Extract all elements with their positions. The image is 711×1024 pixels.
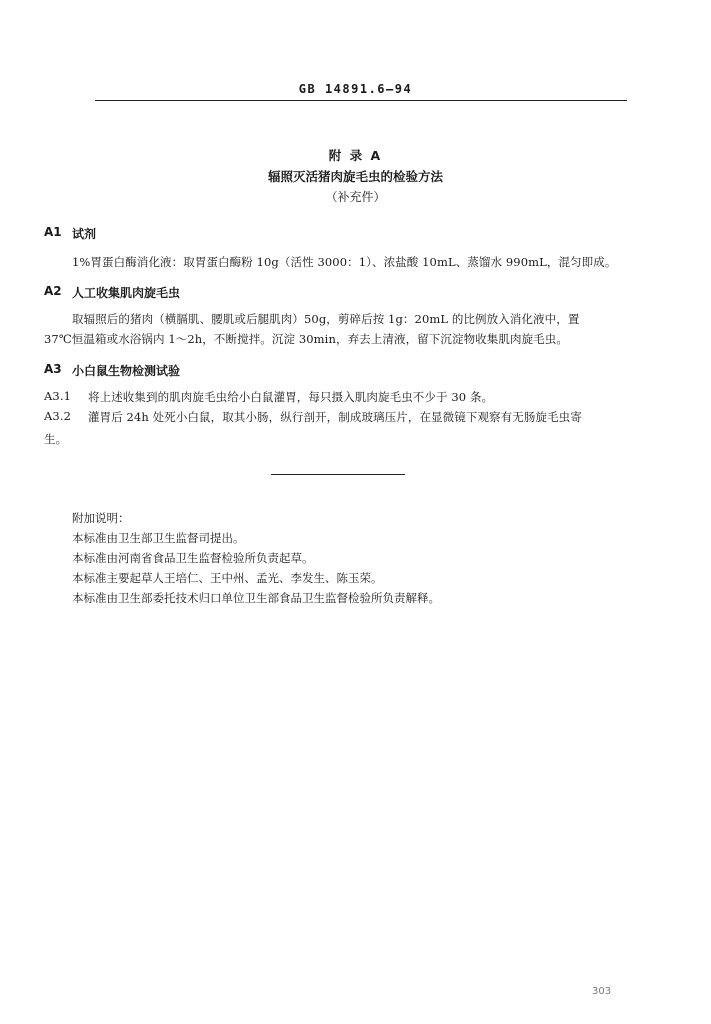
- appendix-label: 附 录 A: [328, 148, 383, 163]
- section-a3-title: 小白鼠生物检测试验: [72, 364, 181, 378]
- section-a3-2-line1: 灌胃后 24h 处死小白鼠，取其小肠，纵行剖开，制成玻璃压片，在显微镜下观察有无肠旋毛虫寄: [88, 410, 582, 424]
- section-a3-1-number: A3.1: [44, 389, 71, 403]
- notes-heading: 附加说明：: [72, 511, 130, 525]
- section-a1-number: A1: [44, 225, 62, 239]
- header-rule: [95, 100, 627, 101]
- appendix-title: 辐照灭活猪肉旋毛虫的检验方法: [267, 169, 443, 184]
- section-a2-title: 人工收集肌肉旋毛虫: [72, 286, 181, 300]
- section-a2-line2: 37℃恒温箱或水浴锅内 1～2h，不断搅拌。沉淀 30min，弃去上清液，留下沉淀物收集肌肉旋毛虫。: [44, 332, 568, 346]
- appendix-subtitle: （补充件）: [325, 190, 386, 204]
- notes-line: 本标准由卫生部委托技术归口单位卫生部食品卫生监督检验所负责解释。: [72, 591, 440, 605]
- section-a1-text: 1%胃蛋白酶消化液：取胃蛋白酶粉 10g（活性 3000：1）、浓盐酸 10mL、蒸馏水 990mL，混匀即成。: [72, 255, 617, 269]
- section-a3-2-number: A3.2: [44, 409, 71, 423]
- section-divider: [271, 474, 405, 475]
- standard-code: GB 14891.6—94: [298, 82, 413, 96]
- notes-line: 本标准由河南省食品卫生监督检验所负责起草。: [72, 551, 314, 565]
- section-a1-title: 试剂: [72, 227, 97, 241]
- section-a3-2-line2: 生。: [44, 432, 68, 446]
- section-a2-line1: 取辐照后的猪肉（横膈肌、腰肌或后腿肌肉）50g，剪碎后按 1g：20mL 的比例放入消化液中，置: [72, 312, 580, 326]
- section-a2-number: A2: [44, 284, 62, 298]
- section-a3-number: A3: [44, 362, 62, 376]
- notes-line: 本标准主要起草人王培仁、王中州、孟光、李发生、陈玉荣。: [72, 571, 383, 585]
- page-number: 303: [592, 986, 612, 997]
- section-a3-1-text: 将上述收集到的肌肉旋毛虫给小白鼠灌胃，每只摄入肌肉旋毛虫不少于 30 条。: [88, 390, 494, 404]
- notes-line: 本标准由卫生部卫生监督司提出。: [72, 531, 245, 545]
